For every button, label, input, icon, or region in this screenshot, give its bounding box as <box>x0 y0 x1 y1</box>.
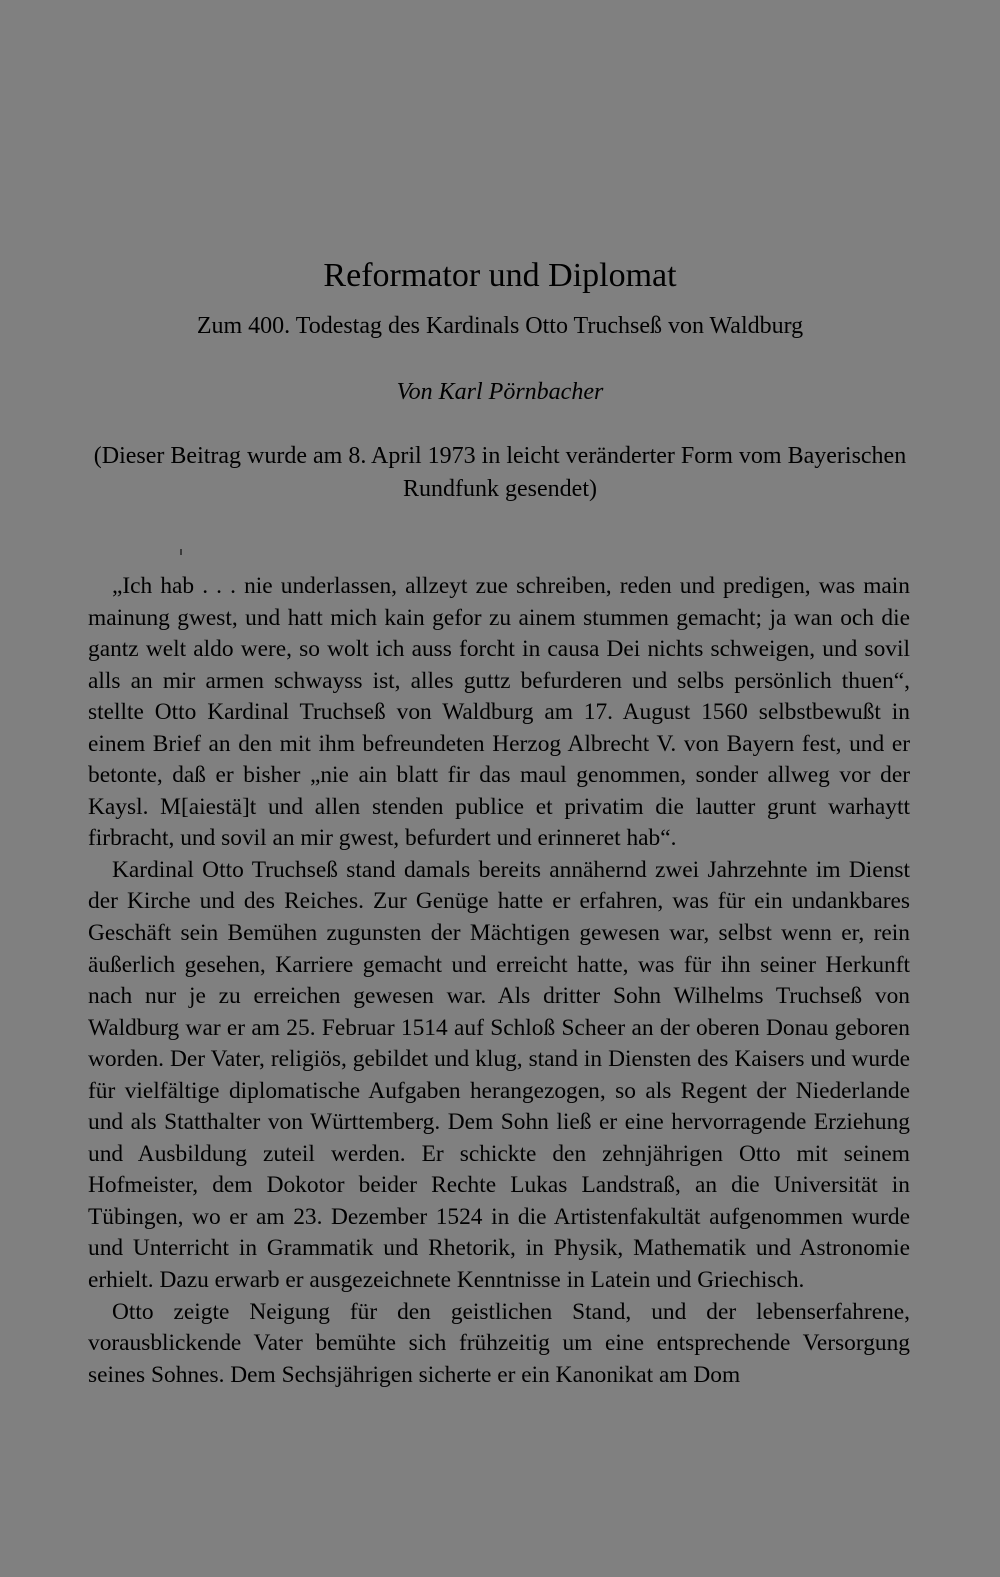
paragraph: Kardinal Otto Truchseß stand damals bereits annähernd zwei Jahrzehnte im Dienst der Kirche und des Reiches. Zur Genüge hatte er erfahren, was für ein undankbares Geschäft sein Bemühen zugunsten der Mächtigen gewesen war, selbst wenn er, rein äußerlich gesehen, Karriere gemacht und erreicht hatte, was für ihn seiner Herkunft nach nur je zu erreichen gewesen war. Als dritter Sohn Wilhelms Truchseß von Waldburg war er am 25. Februar 1514 auf Schloß Scheer an der oberen Donau geboren worden. Der Vater, religiös, gebildet und klug, stand in Diensten des Kaisers und wurde für vielfältige diplomatische Aufgaben herangezogen, so als Regent der Niederlande und als Statthalter von Württemberg. Dem Sohn ließ er eine hervorragende Erziehung und Ausbildung zuteil werden. Er schickte den zehnjährigen Otto mit seinem Hofmeister, dem Dokotor beider Rechte Lukas Landstraß, an die Universität in Tübingen, wo er am 23. Dezember 1524 in die Artistenfakultät aufgenommen wurde und Unterricht in Grammatik und Rhetorik, in Physik, Mathematik und Astronomie erhielt. Dazu erwarb er ausgezeichnete Kenntnisse in Latein und Griechisch. <box>88 856 910 1294</box>
broadcast-note: (Dieser Beitrag wurde am 8. April 1973 in leicht veränderter Form vom Bayerischen Rundfunk gesendet) <box>93 443 907 502</box>
paragraph: Otto zeigte Neigung für den geistlichen Stand, und der lebenserfahrene, vorausblickende Vater bemühte sich frühzeitig um eine entsprechende Versorgung seines Sohnes. Dem Sechsjährigen sicherte er ein Kanonikat am Dom <box>88 1298 910 1388</box>
article-author: Von Karl Pörnbacher <box>396 379 604 405</box>
article-title: Reformator und Diplomat <box>323 257 677 294</box>
scan-speck <box>180 549 182 555</box>
paragraph: „Ich hab . . . nie underlassen, allzeyt zue schreiben, reden und predigen, was main mainung gwest, und hatt mich kain gefor zu ainem stummen gemacht; ja wan och die gantz welt aldo were, so wolt ich auss forcht in causa Dei nichts schweigen, und sovil alls an mir armen schwayss ist, alles guttz befurderen und selbs persönlich thuen“, stellte Otto Kardinal Truchseß von Waldburg am 17. August 1560 selbstbewußt in einem Brief an den mit ihm befreundeten Herzog Albrecht V. von Bayern fest, und er betonte, daß er bisher „nie ain blatt fir das maul genommen, sonder allweg vor der Kaysl. M[aiestä]t und allen stenden publice et privatim die lautter grunt warhaytt firbracht, und sovil an mir gwest, befurdert und erinneret hab“. <box>88 573 910 852</box>
article-body <box>88 571 910 1391</box>
article-subtitle: Zum 400. Todestag des Kardinals Otto Truchseß von Waldburg <box>196 313 804 339</box>
